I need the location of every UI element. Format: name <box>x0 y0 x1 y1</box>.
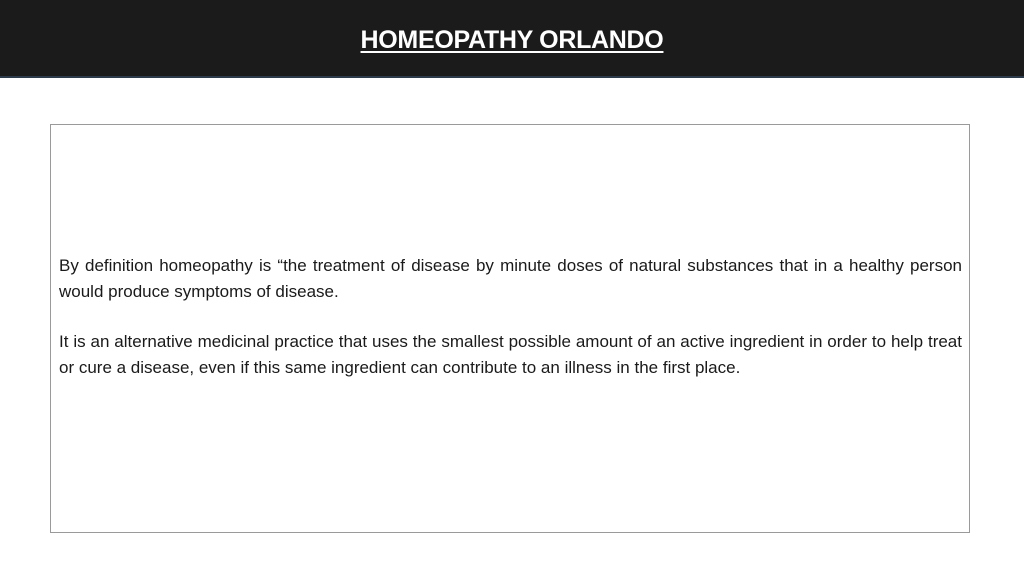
content-box <box>50 124 970 533</box>
description-paragraph: It is an alternative medicinal practice that uses the smallest possible amount of an active ingredient in order to help treat or cure a disease, even if this same ingredient can contribute to an illness in the first place. <box>59 332 962 377</box>
header-band <box>0 0 1024 78</box>
definition-paragraph: By definition homeopathy is “the treatment of disease by minute doses of natural substances that in a healthy person would produce symptoms of disease. <box>59 256 962 301</box>
slide-title: HOMEOPATHY ORLANDO <box>360 26 664 54</box>
